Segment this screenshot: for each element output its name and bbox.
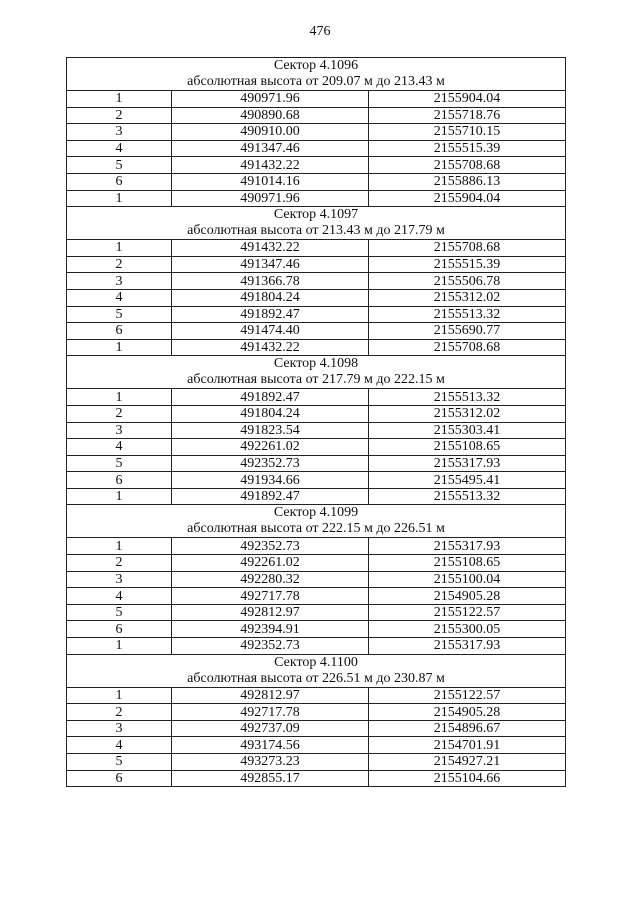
point-number-cell: 3 [67, 422, 172, 439]
point-number-cell: 5 [67, 157, 172, 174]
coordinate-y-cell: 2155718.76 [369, 107, 566, 124]
coordinate-y-cell: 2154905.28 [369, 704, 566, 721]
coordinate-x-cell: 491432.22 [172, 240, 369, 257]
table-row [67, 389, 566, 406]
table-row [67, 91, 566, 108]
coordinate-y-cell: 2155104.66 [369, 770, 566, 787]
coordinate-x-cell: 491347.46 [172, 256, 369, 273]
coordinate-y-cell: 2155710.15 [369, 124, 566, 141]
coordinate-x-cell: 492352.73 [172, 638, 369, 655]
sector-title: Сектор 4.1096 [273, 58, 359, 73]
coordinate-x-cell: 491014.16 [172, 173, 369, 190]
coordinate-y-cell: 2155904.04 [369, 91, 566, 108]
table-row [67, 638, 566, 655]
coordinate-y-cell: 2155690.77 [369, 323, 566, 340]
coordinate-x-cell: 491892.47 [172, 389, 369, 406]
coordinate-y-cell: 2155495.41 [369, 472, 566, 489]
table-row [67, 754, 566, 771]
sector-header-row [67, 654, 566, 687]
point-number-cell: 4 [67, 737, 172, 754]
table-row [67, 289, 566, 306]
sector-altitude-range: абсолютная высота от 226.51 м до 230.87 м [187, 670, 445, 686]
table-row [67, 538, 566, 555]
coordinate-x-cell: 492717.78 [172, 704, 369, 721]
point-number-cell: 6 [67, 770, 172, 787]
table-row [67, 588, 566, 605]
point-number-cell: 6 [67, 173, 172, 190]
table-row [67, 555, 566, 572]
coordinate-y-cell: 2155708.68 [369, 339, 566, 356]
coordinate-x-cell: 491432.22 [172, 339, 369, 356]
point-number-cell: 2 [67, 555, 172, 572]
coordinate-x-cell: 491934.66 [172, 472, 369, 489]
point-number-cell: 6 [67, 621, 172, 638]
coordinate-x-cell: 492855.17 [172, 770, 369, 787]
table-row [67, 405, 566, 422]
table-row [67, 240, 566, 257]
table-row [67, 720, 566, 737]
point-number-cell: 5 [67, 306, 172, 323]
sector-altitude-range: абсолютная высота от 222.15 м до 226.51 м [187, 521, 445, 537]
coordinate-y-cell: 2155317.93 [369, 638, 566, 655]
table-row [67, 107, 566, 124]
coordinate-y-cell: 2154896.67 [369, 720, 566, 737]
coordinate-y-cell: 2155100.04 [369, 571, 566, 588]
coordinate-y-cell: 2155515.39 [369, 140, 566, 157]
point-number-cell: 1 [67, 91, 172, 108]
coordinates-table-body [67, 58, 566, 787]
point-number-cell: 1 [67, 538, 172, 555]
sector-header-row [67, 58, 566, 91]
coordinate-x-cell: 492394.91 [172, 621, 369, 638]
point-number-cell: 2 [67, 704, 172, 721]
table-row [67, 306, 566, 323]
coordinate-y-cell: 2154905.28 [369, 588, 566, 605]
point-number-cell: 3 [67, 720, 172, 737]
coordinate-x-cell: 491804.24 [172, 289, 369, 306]
point-number-cell: 5 [67, 455, 172, 472]
sector-header-row [67, 207, 566, 240]
table-row [67, 157, 566, 174]
coordinate-y-cell: 2155708.68 [369, 157, 566, 174]
table-row [67, 704, 566, 721]
point-number-cell: 1 [67, 638, 172, 655]
coordinate-x-cell: 490971.96 [172, 91, 369, 108]
point-number-cell: 1 [67, 240, 172, 257]
coordinate-x-cell: 492261.02 [172, 439, 369, 456]
point-number-cell: 1 [67, 687, 172, 704]
coordinate-y-cell: 2155708.68 [369, 240, 566, 257]
point-number-cell: 4 [67, 439, 172, 456]
table-row [67, 439, 566, 456]
coordinate-y-cell: 2155108.65 [369, 555, 566, 572]
point-number-cell: 1 [67, 389, 172, 406]
point-number-cell: 5 [67, 754, 172, 771]
table-row [67, 140, 566, 157]
point-number-cell: 3 [67, 571, 172, 588]
sector-header [67, 58, 566, 91]
coordinate-x-cell: 492280.32 [172, 571, 369, 588]
coordinate-x-cell: 490971.96 [172, 190, 369, 207]
coordinate-y-cell: 2155300.05 [369, 621, 566, 638]
table-row [67, 621, 566, 638]
sector-header-row [67, 356, 566, 389]
point-number-cell: 4 [67, 289, 172, 306]
coordinate-y-cell: 2155312.02 [369, 289, 566, 306]
point-number-cell: 1 [67, 488, 172, 505]
coordinate-x-cell: 490890.68 [172, 107, 369, 124]
coordinate-y-cell: 2155317.93 [369, 455, 566, 472]
sector-header [67, 505, 566, 538]
coordinate-x-cell: 492812.97 [172, 687, 369, 704]
coordinate-x-cell: 491892.47 [172, 306, 369, 323]
coordinate-x-cell: 493174.56 [172, 737, 369, 754]
point-number-cell: 6 [67, 472, 172, 489]
table-row [67, 571, 566, 588]
sector-header [67, 356, 566, 389]
coordinate-x-cell: 492737.09 [172, 720, 369, 737]
coordinate-y-cell: 2155886.13 [369, 173, 566, 190]
point-number-cell: 4 [67, 588, 172, 605]
sector-title: Сектор 4.1099 [273, 505, 359, 521]
coordinate-y-cell: 2155303.41 [369, 422, 566, 439]
coordinate-y-cell: 2155122.57 [369, 687, 566, 704]
point-number-cell: 6 [67, 323, 172, 340]
coordinate-y-cell: 2155122.57 [369, 604, 566, 621]
sector-header [67, 654, 566, 687]
sector-altitude-range: абсолютная высота от 217.79 м до 222.15 м [187, 372, 445, 388]
table-row [67, 770, 566, 787]
coordinate-y-cell: 2155312.02 [369, 405, 566, 422]
coordinate-x-cell: 492717.78 [172, 588, 369, 605]
coordinate-y-cell: 2155515.39 [369, 256, 566, 273]
coordinates-table [66, 57, 566, 787]
point-number-cell: 2 [67, 107, 172, 124]
sector-header-row [67, 505, 566, 538]
table-row [67, 455, 566, 472]
coordinate-x-cell: 492352.73 [172, 538, 369, 555]
table-row [67, 472, 566, 489]
sector-altitude-range: абсолютная высота от 213.43 м до 217.79 м [187, 223, 445, 239]
table-row [67, 737, 566, 754]
coordinate-y-cell: 2155513.32 [369, 488, 566, 505]
sector-title: Сектор 4.1097 [273, 207, 359, 223]
table-row [67, 687, 566, 704]
sector-title: Сектор 4.1100 [274, 654, 358, 670]
table-row [67, 422, 566, 439]
table-row [67, 339, 566, 356]
table-row [67, 190, 566, 207]
table-row [67, 173, 566, 190]
table-row [67, 488, 566, 505]
point-number-cell: 1 [67, 339, 172, 356]
coordinate-y-cell: 2155317.93 [369, 538, 566, 555]
coordinate-x-cell: 492812.97 [172, 604, 369, 621]
coordinate-y-cell: 2155904.04 [369, 190, 566, 207]
coordinate-x-cell: 491474.40 [172, 323, 369, 340]
table-row [67, 323, 566, 340]
coordinate-y-cell: 2154927.21 [369, 754, 566, 771]
coordinate-x-cell: 491366.78 [172, 273, 369, 290]
sector-altitude-range: абсолютная высота от 209.07 м до 213.43 м [187, 74, 445, 89]
coordinate-x-cell: 490910.00 [172, 124, 369, 141]
point-number-cell: 5 [67, 604, 172, 621]
point-number-cell: 1 [67, 190, 172, 207]
coordinate-x-cell: 492352.73 [172, 455, 369, 472]
page-number: 476 [309, 24, 331, 39]
coordinate-y-cell: 2155513.32 [369, 306, 566, 323]
coordinate-y-cell: 2155108.65 [369, 439, 566, 456]
sector-title: Сектор 4.1098 [273, 356, 359, 372]
coordinate-x-cell: 491804.24 [172, 405, 369, 422]
coordinate-y-cell: 2154701.91 [369, 737, 566, 754]
coordinate-x-cell: 492261.02 [172, 555, 369, 572]
point-number-cell: 3 [67, 273, 172, 290]
table-row [67, 124, 566, 141]
table-row [67, 273, 566, 290]
point-number-cell: 3 [67, 124, 172, 141]
table-row [67, 256, 566, 273]
coordinate-x-cell: 491892.47 [172, 488, 369, 505]
coordinate-x-cell: 493273.23 [172, 754, 369, 771]
sector-header [67, 207, 566, 240]
point-number-cell: 2 [67, 256, 172, 273]
coordinate-y-cell: 2155506.78 [369, 273, 566, 290]
coordinate-y-cell: 2155513.32 [369, 389, 566, 406]
coordinate-x-cell: 491347.46 [172, 140, 369, 157]
coordinate-x-cell: 491432.22 [172, 157, 369, 174]
table-row [67, 604, 566, 621]
point-number-cell: 2 [67, 405, 172, 422]
coordinate-x-cell: 491823.54 [172, 422, 369, 439]
point-number-cell: 4 [67, 140, 172, 157]
